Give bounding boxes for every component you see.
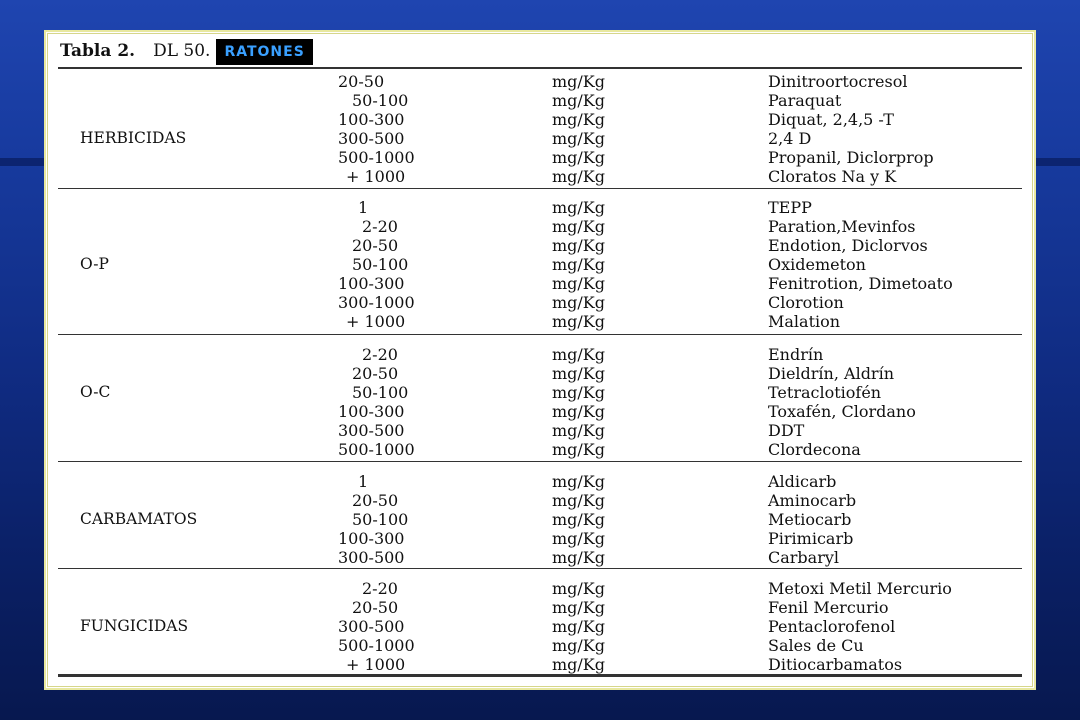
table-row [58, 274, 1022, 293]
unit-cell: mg/Kg [552, 636, 605, 655]
agent-cell: Aldicarb [768, 472, 837, 491]
unit-cell: mg/Kg [552, 383, 605, 402]
table-row [58, 383, 1022, 402]
group-fungicidas [58, 579, 1022, 677]
table-label: Tabla 2. [60, 41, 136, 61]
table-row [58, 472, 1022, 491]
dose-cell: 100-300 [338, 274, 405, 293]
unit-cell: mg/Kg [552, 91, 605, 110]
agent-cell: Malation [768, 312, 841, 331]
dose-cell: 100-300 [338, 110, 405, 129]
dose-cell: 20-50 [352, 364, 399, 383]
unit-cell: mg/Kg [552, 72, 605, 91]
footer-rule [58, 674, 1022, 677]
unit-cell: mg/Kg [552, 167, 605, 186]
table-row [58, 548, 1022, 567]
unit-cell: mg/Kg [552, 421, 605, 440]
agent-cell: Sales de Cu [768, 636, 864, 655]
table-row [58, 110, 1022, 129]
table-row [58, 129, 1022, 148]
dose-cell: 2-20 [362, 579, 398, 598]
dose-cell: 20-50 [352, 598, 399, 617]
unit-cell: mg/Kg [552, 510, 605, 529]
table-row [58, 529, 1022, 548]
unit-cell: mg/Kg [552, 402, 605, 421]
agent-cell: Dieldrín, Aldrín [768, 364, 894, 383]
dose-cell: 50-100 [352, 383, 409, 402]
unit-cell: mg/Kg [552, 364, 605, 383]
group-divider [58, 334, 1022, 335]
agent-cell: Pirimicarb [768, 529, 854, 548]
unit-cell: mg/Kg [552, 472, 605, 491]
group-label: HERBICIDAS [80, 129, 187, 147]
dose-cell: 2-20 [362, 345, 398, 364]
agent-cell: Toxafén, Clordano [768, 402, 916, 421]
dose-cell: 500-1000 [338, 636, 415, 655]
dose-cell: 20-50 [352, 491, 399, 510]
agent-cell: Oxidemeton [768, 255, 866, 274]
table-row [58, 364, 1022, 383]
agent-cell: Clorotion [768, 293, 844, 312]
unit-cell: mg/Kg [552, 217, 605, 236]
group-carbamatos [58, 472, 1022, 570]
table-row [58, 421, 1022, 440]
table-row [58, 236, 1022, 255]
agent-cell: Fenil Mercurio [768, 598, 889, 617]
agent-cell: Aminocarb [768, 491, 857, 510]
table-row [58, 255, 1022, 274]
table-row [58, 148, 1022, 167]
dose-cell: 300-500 [338, 129, 405, 148]
agent-cell: Diquat, 2,4,5 -T [768, 110, 894, 129]
table-title: DL 50. [153, 41, 211, 61]
dose-cell: 100-300 [338, 529, 405, 548]
species-tag: RATONES [216, 39, 312, 65]
unit-cell: mg/Kg [552, 529, 605, 548]
dose-cell: + 1000 [346, 655, 406, 674]
group-label: CARBAMATOS [80, 510, 198, 528]
group-label: O-P [80, 255, 109, 273]
table-row [58, 491, 1022, 510]
dose-cell: 1 [358, 198, 369, 217]
agent-cell: Paration,Mevinfos [768, 217, 916, 236]
unit-cell: mg/Kg [552, 440, 605, 459]
unit-cell: mg/Kg [552, 148, 605, 167]
dose-cell: 2-20 [362, 217, 398, 236]
table-row [58, 217, 1022, 236]
group-herbicidas [58, 72, 1022, 190]
unit-cell: mg/Kg [552, 129, 605, 148]
dose-cell: 500-1000 [338, 440, 415, 459]
table-row [58, 72, 1022, 91]
dose-cell: 300-500 [338, 617, 405, 636]
table-row [58, 636, 1022, 655]
agent-cell: Ditiocarbamatos [768, 655, 903, 674]
agent-cell: Cloratos Na y K [768, 167, 897, 186]
table-row [58, 440, 1022, 459]
agent-cell: Metiocarb [768, 510, 852, 529]
table-row [58, 579, 1022, 598]
dose-cell: 300-500 [338, 421, 405, 440]
agent-cell: Tetraclotiofén [768, 383, 882, 402]
unit-cell: mg/Kg [552, 617, 605, 636]
unit-cell: mg/Kg [552, 110, 605, 129]
unit-cell: mg/Kg [552, 598, 605, 617]
header-rule [58, 67, 1022, 69]
dose-cell: 300-1000 [338, 293, 415, 312]
dose-cell: 1 [358, 472, 369, 491]
dose-cell: 20-50 [352, 236, 399, 255]
dose-cell: 50-100 [352, 91, 409, 110]
agent-cell: Pentaclorofenol [768, 617, 896, 636]
unit-cell: mg/Kg [552, 274, 605, 293]
agent-cell: 2,4 D [768, 129, 812, 148]
agent-cell: Carbaryl [768, 548, 840, 567]
agent-cell: Paraquat [768, 91, 842, 110]
group-divider [58, 568, 1022, 569]
group-label: FUNGICIDAS [80, 617, 189, 635]
dose-cell: 50-100 [352, 510, 409, 529]
unit-cell: mg/Kg [552, 345, 605, 364]
group-divider [58, 188, 1022, 189]
unit-cell: mg/Kg [552, 312, 605, 331]
table-row [58, 598, 1022, 617]
table-row [58, 91, 1022, 110]
unit-cell: mg/Kg [552, 579, 605, 598]
unit-cell: mg/Kg [552, 236, 605, 255]
table-row [58, 198, 1022, 217]
agent-cell: Propanil, Diclorprop [768, 148, 934, 167]
table-row [58, 655, 1022, 674]
agent-cell: DDT [768, 421, 805, 440]
unit-cell: mg/Kg [552, 255, 605, 274]
group-divider [58, 461, 1022, 462]
dose-cell: 100-300 [338, 402, 405, 421]
agent-cell: Metoxi Metil Mercurio [768, 579, 952, 598]
table-row [58, 617, 1022, 636]
unit-cell: mg/Kg [552, 293, 605, 312]
dose-cell: 500-1000 [338, 148, 415, 167]
dose-cell: 20-50 [338, 72, 385, 91]
table-frame [44, 30, 1036, 690]
agent-cell: Dinitroortocresol [768, 72, 908, 91]
agent-cell: Fenitrotion, Dimetoato [768, 274, 953, 293]
table-row [58, 293, 1022, 312]
agent-cell: Clordecona [768, 440, 861, 459]
table-row [58, 312, 1022, 331]
table-caption [60, 41, 313, 65]
dose-cell: + 1000 [346, 312, 406, 331]
agent-cell: Endotion, Diclorvos [768, 236, 928, 255]
unit-cell: mg/Kg [552, 491, 605, 510]
unit-cell: mg/Kg [552, 548, 605, 567]
table-row [58, 167, 1022, 186]
table-row [58, 510, 1022, 529]
group-label: O-C [80, 383, 111, 401]
unit-cell: mg/Kg [552, 198, 605, 217]
group-o-c [58, 345, 1022, 463]
agent-cell: TEPP [768, 198, 812, 217]
table-row [58, 345, 1022, 364]
dose-cell: + 1000 [346, 167, 406, 186]
table-row [58, 402, 1022, 421]
group-o-p [58, 198, 1022, 334]
dose-cell: 300-500 [338, 548, 405, 567]
dose-cell: 50-100 [352, 255, 409, 274]
agent-cell: Endrín [768, 345, 824, 364]
unit-cell: mg/Kg [552, 655, 605, 674]
